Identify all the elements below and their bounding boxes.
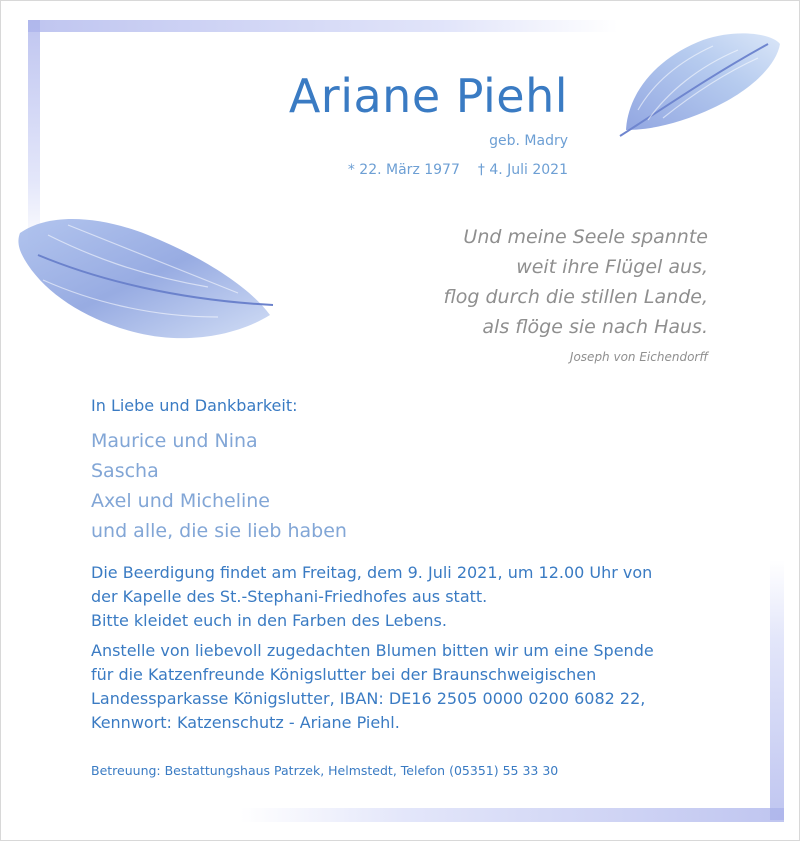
frame-top-stroke [28, 20, 618, 32]
life-dates [348, 162, 568, 178]
poem-line: Und meine Seele spannte [463, 226, 708, 248]
mourning-intro: In Liebe und Dankbarkeit: [91, 396, 298, 415]
funeral-line: der Kapelle des St.-Stephani-Friedhofes aus statt. [91, 587, 488, 606]
poem-author: Joseph von Eichendorff [569, 350, 708, 364]
poem-line: flog durch die stillen Lande, [443, 286, 708, 308]
mourner-name: Maurice und Nina [91, 430, 258, 452]
donation-line: Kennwort: Katzenschutz - Ariane Piehl. [91, 713, 400, 732]
poem [443, 222, 708, 366]
mourner-name: Axel und Micheline [91, 490, 270, 512]
frame-right-stroke [770, 560, 784, 820]
funeral-home-credit: Betreuung: Bestattungshaus Patrzek, Helmstedt, Telefon (05351) 55 33 30 [91, 763, 559, 778]
feather-icon [8, 205, 278, 365]
poem-line: als flöge sie nach Haus. [482, 316, 708, 338]
donation-line: Anstelle von liebevoll zugedachten Blumen bitten wir um eine Spende [91, 641, 654, 660]
frame-bottom-stroke [240, 808, 784, 822]
birth-name: geb. Madry [489, 133, 568, 149]
mourner-name: und alle, die sie lieb haben [91, 520, 347, 542]
donation-line: für die Katzenfreunde Königslutter bei der Braunschweigischen [91, 665, 597, 684]
mourners-list [91, 426, 347, 546]
donation-line: Landessparkasse Königslutter, IBAN: DE16 2505 0000 0200 6082 22, [91, 689, 646, 708]
deceased-name: Ariane Piehl [288, 69, 568, 123]
birth-date: * 22. März 1977 [347, 162, 460, 178]
feather-icon [608, 22, 788, 142]
funeral-line: Bitte kleidet euch in den Farben des Lebens. [91, 611, 447, 630]
death-date: † 4. Juli 2021 [477, 162, 568, 178]
funeral-info [91, 561, 654, 735]
poem-line: weit ihre Flügel aus, [516, 256, 708, 278]
mourner-name: Sascha [91, 460, 159, 482]
funeral-line: Die Beerdigung findet am Freitag, dem 9. Juli 2021, um 12.00 Uhr von [91, 563, 653, 582]
